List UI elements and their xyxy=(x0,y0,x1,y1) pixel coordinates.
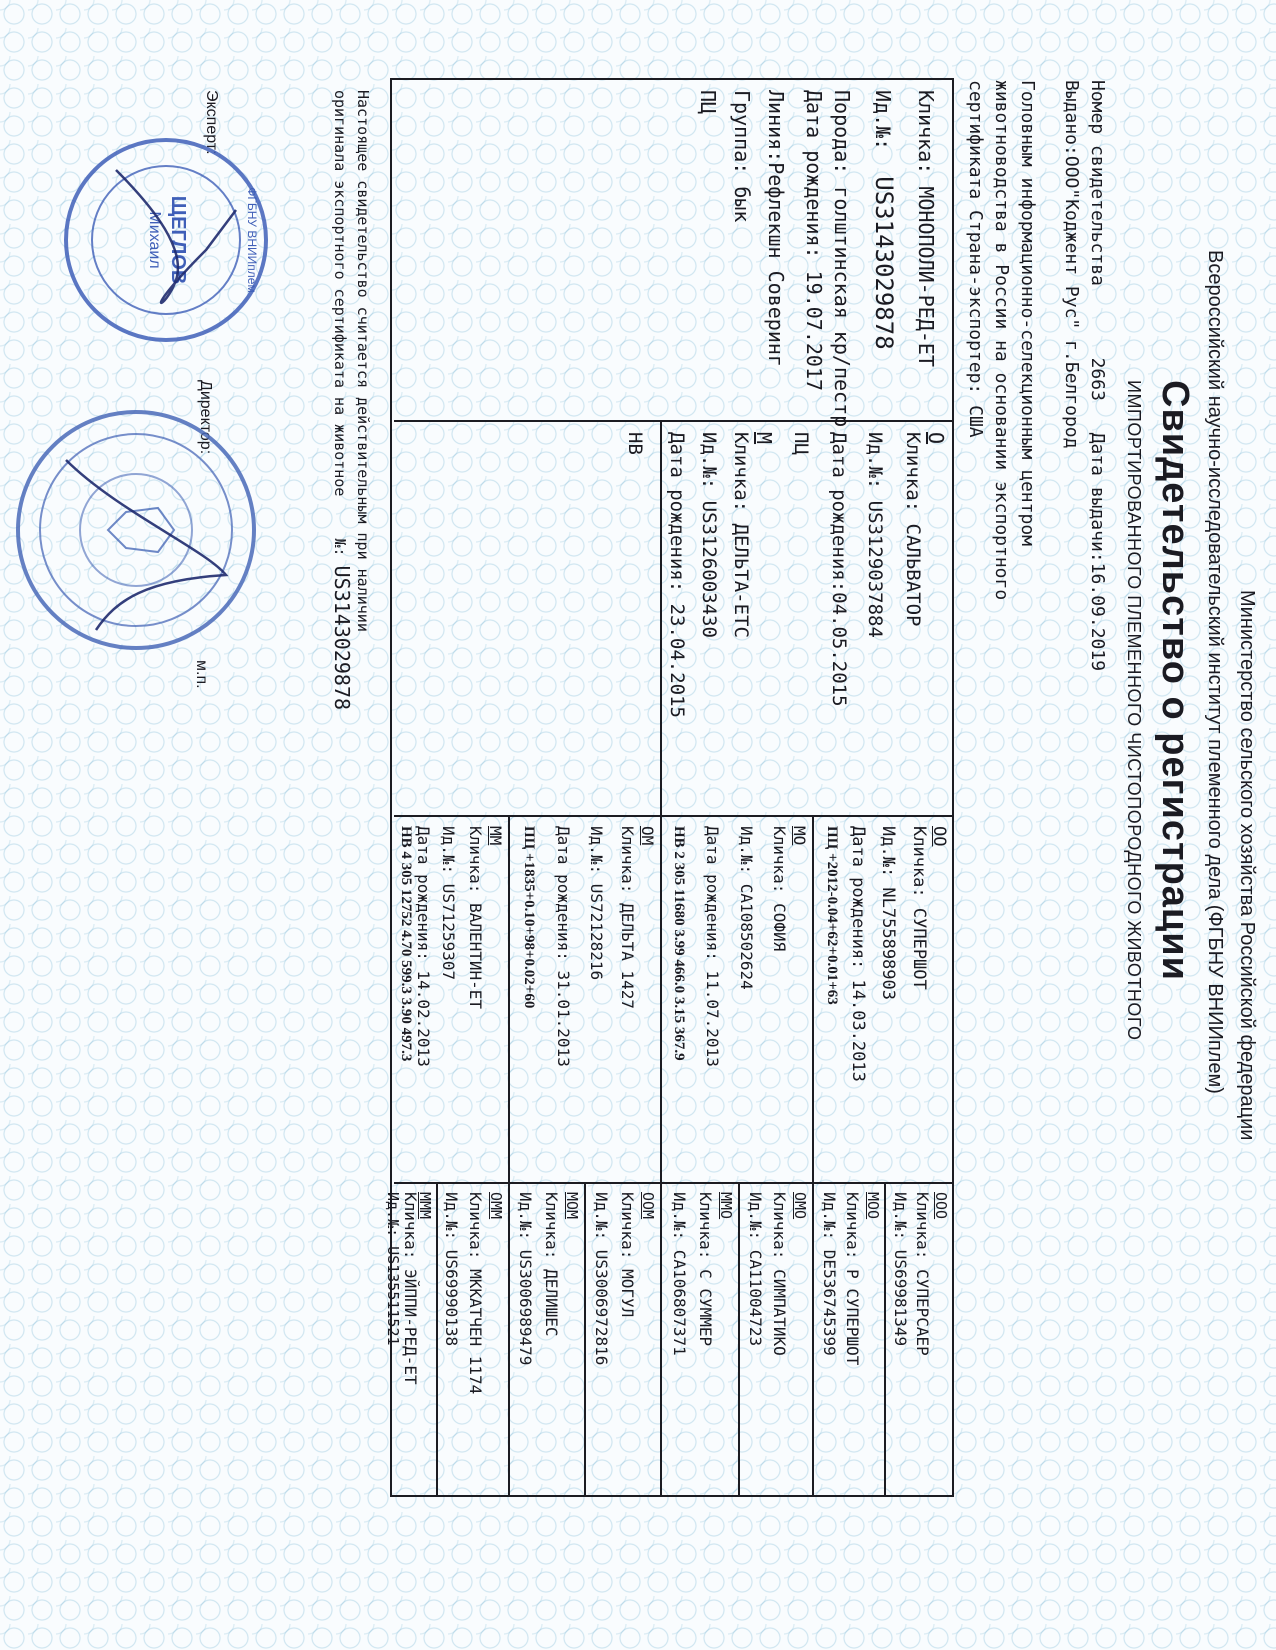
certificate-number: 2663 xyxy=(1087,357,1108,401)
ggp-id: Ид.№: US69981349 xyxy=(891,1192,910,1347)
footer-cert-no: US3143029878 xyxy=(330,565,354,711)
certificate-number-label: Номер свидетельства xyxy=(1087,80,1108,286)
ggp-divider-6 xyxy=(508,1182,510,1495)
grandparent-birth-date: Дата рождения: 14.02.2013 xyxy=(414,826,433,1067)
grandparent-extra: НВ 4 305 12752 4.70 599.3 3.90 497.3 xyxy=(398,826,414,1062)
grandparent-code: ОО xyxy=(929,826,949,847)
column-divider-1 xyxy=(394,420,954,422)
issued-to-line: Выдано:ООО"Коджент Рус" г.Белгород xyxy=(1061,80,1082,449)
ministry-line: Министерство сельского хозяйства Российской федерации xyxy=(1236,590,1258,1141)
animal-birth-date: Дата рождения: 19.07.2017 xyxy=(802,90,826,392)
issue-date: 16.09.2019 xyxy=(1087,562,1108,672)
ggp-id: Ид.№: US3006989479 xyxy=(516,1192,535,1366)
grandparent-id: Ид.№: NL755898903 xyxy=(878,826,898,1000)
expert-stamp xyxy=(56,130,276,350)
expert-stamp-first: Михаил xyxy=(146,211,163,269)
ggp-code: ООМ xyxy=(639,1192,657,1220)
director-label: Директор: xyxy=(197,380,214,455)
ggp-name: Кличка: МОГУЛ xyxy=(618,1192,637,1318)
sire-code: О xyxy=(924,432,948,445)
ggp-code: МОО xyxy=(864,1192,882,1220)
parents-row-divider xyxy=(660,420,662,815)
ggp-code: ОММ xyxy=(487,1192,505,1220)
sire-pc-label: ПЦ xyxy=(790,432,812,455)
issuer-line-2: животноводства в России на основании экспортного xyxy=(991,80,1012,601)
ggp-name: Кличка: Р СУПЕРШОТ xyxy=(843,1192,862,1366)
ggp-divider-4 xyxy=(660,1182,662,1495)
validity-line-2 xyxy=(330,90,354,710)
grandparent-extra: НВ 2 305 11680 3.99 466.0 3.15 367.9 xyxy=(671,826,687,1061)
sire-name: Кличка: САЛЬВАТОР xyxy=(902,432,924,627)
grandparents-divider-3 xyxy=(508,815,510,1182)
animal-line: Линия:Рефлекшн Соверинг xyxy=(764,90,788,367)
dam-birth-date: Дата рождения: 23.04.2015 xyxy=(666,432,688,718)
grandparent-extra: ПЦ +2012-0.04+62+0.01+63 xyxy=(824,826,840,1005)
ggp-name: Кличка: СИМПАТИКО xyxy=(770,1192,789,1356)
institute-line: Всероссийский научно-исследовательский институт племенного дела (ФГБНУ ВНИИплем) xyxy=(1204,250,1226,1094)
grandparents-divider-2 xyxy=(660,815,662,1182)
ggp-divider-3 xyxy=(738,1182,740,1495)
grandparent-name: Кличка: ВАЛЕНТИН-ЕТ xyxy=(466,826,485,1010)
dam-code: М xyxy=(752,432,776,445)
footer-cert-no-label: №: xyxy=(331,538,349,557)
ggp-id: Ид.№: CA106807371 xyxy=(670,1192,689,1356)
dam-id: Ид.№: US3126003430 xyxy=(698,432,720,638)
certificate-subtitle: ИМПОРТИРОВАННОГО ПЛЕМЕННОГО ЧИСТОПОРОДНОГО ЖИВОТНОГО xyxy=(1124,380,1144,1041)
sire-id: Ид.№: US3129037884 xyxy=(864,432,886,638)
animal-pc-label: ПЦ xyxy=(696,90,720,115)
ggp-code: МММ xyxy=(416,1192,434,1220)
grandparent-birth-date: Дата рождения: 14.03.2013 xyxy=(848,826,868,1082)
column-divider-2 xyxy=(394,815,954,817)
ggp-divider-2 xyxy=(812,1182,814,1495)
grandparent-extra: ПЦ +1835+0.10+98+0.02+60 xyxy=(521,826,537,1009)
mp-label: м.п. xyxy=(193,660,210,689)
ggp-code: ММО xyxy=(717,1192,735,1220)
expert-stamp-name: ЩЕГЛОВ xyxy=(167,195,189,285)
grandparent-id: Ид.№: US72128216 xyxy=(587,826,606,981)
grandparent-code: ММ xyxy=(486,826,505,846)
issuer-line-3: сертификата Страна-экспортер: США xyxy=(965,80,986,438)
ggp-code: ООО xyxy=(932,1192,950,1220)
grandparent-id: Ид.№: US71259307 xyxy=(439,826,458,981)
ggp-name: Кличка: МККАТЧЕН 1174 xyxy=(466,1192,485,1395)
grandparents-divider-1 xyxy=(812,815,814,1182)
issuer-line-1: Головным информационно-селекционным центром xyxy=(1017,80,1038,546)
grandparent-name: Кличка: СУПЕРШОТ xyxy=(909,826,929,990)
grandparent-birth-date: Дата рождения: 11.07.2013 xyxy=(703,826,722,1067)
ggp-id: Ид.№: US69990138 xyxy=(442,1192,461,1347)
validity-line-1: Настоящее свидетельство считается действительным при наличии xyxy=(354,90,372,632)
dam-hb-label: НВ xyxy=(624,432,646,455)
animal-id-label: Ид.№: xyxy=(871,90,895,151)
grandparent-birth-date: Дата рождения: 31.01.2013 xyxy=(554,826,573,1067)
certificate-title: Свидетельство о регистрации xyxy=(1154,380,1196,982)
grandparent-code: МО xyxy=(790,826,809,846)
ggp-code: МОМ xyxy=(563,1192,581,1220)
grandparent-name: Кличка: ДЕЛЬТА 1427 xyxy=(618,826,637,1010)
ggp-name: Кличка: С СУММЕР xyxy=(696,1192,715,1347)
ggp-divider-1 xyxy=(884,1182,886,1495)
issue-date-label: Дата выдачи: xyxy=(1087,432,1108,563)
column-divider-3 xyxy=(394,1182,954,1184)
ggp-name: Кличка: ДЕЛИШЕС xyxy=(542,1192,561,1337)
grandparent-code: ОМ xyxy=(638,826,657,846)
animal-group: Группа: бык xyxy=(730,90,754,223)
director-signature xyxy=(66,460,226,630)
certificate-number-row xyxy=(1087,80,1108,671)
ggp-divider-7 xyxy=(436,1182,438,1495)
grandparent-name: Кличка: СОФИЯ xyxy=(770,826,789,952)
animal-breed: Порода: голштинская кр/пестр xyxy=(830,90,854,428)
ggp-name: Кличка: ЭЙППИ-РЕД-ЕТ xyxy=(401,1192,420,1385)
ggp-id: Ид.№: CA11004723 xyxy=(746,1192,765,1347)
animal-id-row xyxy=(870,90,898,350)
animal-id: US3143029878 xyxy=(870,176,898,350)
ggp-id: Ид.№: DE536745399 xyxy=(820,1192,839,1356)
grandparent-id: Ид.№: CA108502624 xyxy=(737,826,756,990)
dam-name: Кличка: ДЕЛЬТА-ЕТС xyxy=(730,432,752,638)
ggp-id: Ид.№: US135511521 xyxy=(384,1192,402,1346)
ggp-divider-5 xyxy=(584,1182,586,1495)
validity-line-2-text: оригинала экспортного сертификата на животное xyxy=(331,90,349,497)
sire-birth-date: Дата рождения:04.05.2015 xyxy=(828,432,850,707)
ggp-id: Ид.№: US3006972816 xyxy=(592,1192,611,1366)
ggp-name: Кличка: СУПЕРСАЕР xyxy=(913,1192,932,1356)
expert-label: Эксперт: xyxy=(203,90,220,155)
ggp-code: ОМО xyxy=(791,1192,809,1220)
director-seal xyxy=(6,400,266,660)
expert-stamp-org: ФГБНУ ВНИИплем xyxy=(245,187,259,293)
animal-name: Кличка: МОНОПОЛИ-РЕД-ЕТ xyxy=(914,90,938,367)
